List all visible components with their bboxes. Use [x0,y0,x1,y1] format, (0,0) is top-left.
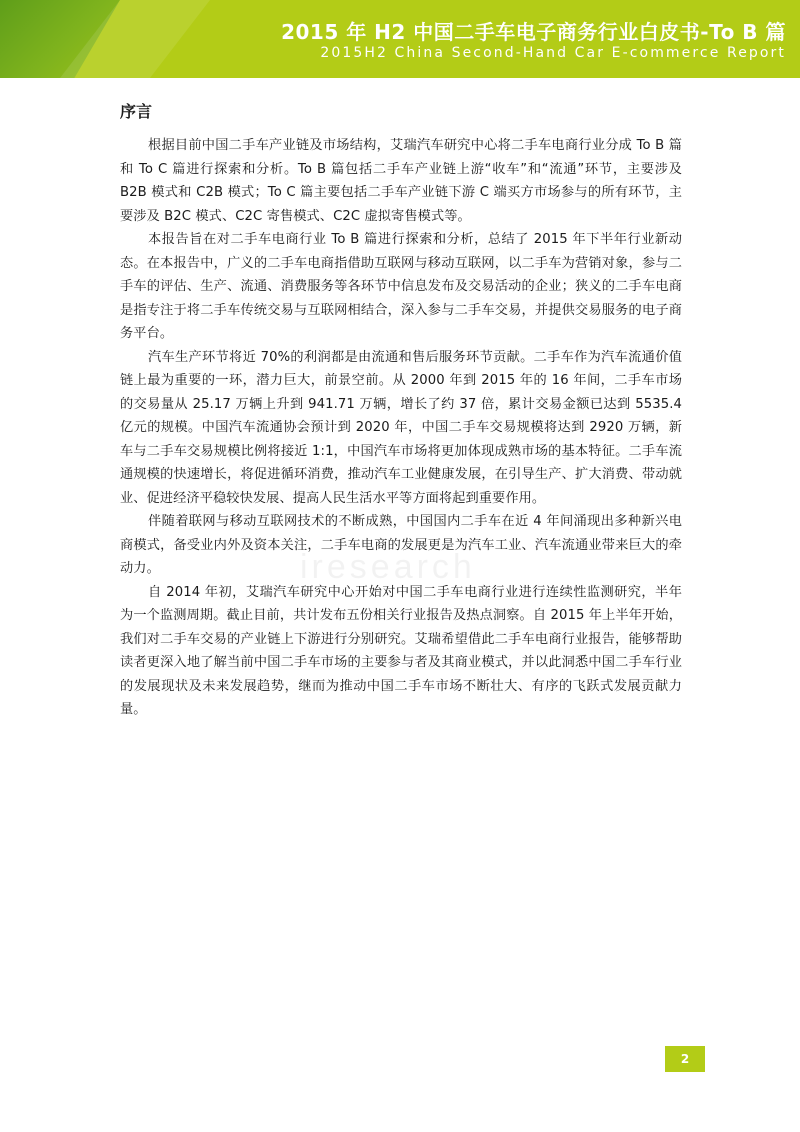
paragraph-5: 自 2014 年初，艾瑞汽车研究中心开始对中国二手车电商行业进行连续性监测研究，半年为一个监测周期。截止目前，共计发布五份相关行业报告及热点洞察。自 2015 年上半年开始，我们对二手车交易的产业链上下游进行分别研究。艾瑞希望借此二手车电商行业报告，能够帮助读者更深入地了解当前中国二手车市场的主要参与者及其商业模式，并以此洞悉中国二手车行业的发展现状及未来发展趋势，继而为推动中国二手车市场不断壮大、有序的飞跃式发展贡献力量。 [120,584,682,717]
paragraph-4: 伴随着联网与移动互联网技术的不断成熟，中国国内二手车在近 4 年间涌现出多种新兴电商模式，备受业内外及资本关注，二手车电商的发展更是为汽车工业、汽车流通业带来巨大的牵动力。 [120,514,682,576]
main-content [120,100,682,722]
paragraph-2: 本报告旨在对二手车电商行业 To B 篇进行探索和分析，总结了 2015 年下半年行业新动态。在本报告中，广义的二手车电商指借助互联网与移动互联网，以二手车为营销对象，参与二手车的评估、生产、流通、消费服务等各环节中信息发布及交易活动的企业；狭义的二手车电商是指专注于将二手车传统交易与互联网相结合，深入参与二手车交易，并提供交易服务的电子商务平台。 [120,232,682,341]
paragraph-3: 汽车生产环节将近 70%的利润都是由流通和售后服务环节贡献。二手车作为汽车流通价值链上最为重要的一环，潜力巨大，前景空前。从 2000 年到 2015 年的 16 年间，二手车市场的交易量从 25.17 万辆上升到 941.71 万辆，增长了约 37 倍，累计交易金额已达到 5535.4 亿元的规模。中国汽车流通协会预计到 2020 年，中国二手车交易规模将达到 2920 万辆，新车与二手车交易规模比例将接近 1:1，中国汽车市场将更加体现成熟市场的基本特征。二手车流通规模的快速增长，将促进循环消费，推动汽车工业健康发展，在引导生产、扩大消费、带动就业、促进经济平稳较快发展、提高人民生活水平等方面将起到重要作用。 [120,349,682,506]
page-header [0,0,800,78]
report-subtitle: 2015H2 China Second-Hand Car E-commerce Report [320,45,786,61]
report-title: 2015 年 H2 中国二手车电子商务行业白皮书-To B 篇 [281,20,786,44]
watermark: iresearch [300,548,476,586]
section-title: 序言 [120,102,153,121]
page-number: 2 [665,1046,705,1072]
paragraph-1: 根据目前中国二手车产业链及市场结构，艾瑞汽车研究中心将二手车电商行业分成 To B 篇和 To C 篇进行探索和分析。To B 篇包括二手车产业链上游“收车”和“流通”环节，主要涉及 B2B 模式和 C2B 模式；To C 篇主要包括二手车产业链下游 C 端买方市场参与的所有环节，主要涉及 B2C 模式、C2C 寄售模式、C2C 虚拟寄售模式等。 [120,138,682,224]
